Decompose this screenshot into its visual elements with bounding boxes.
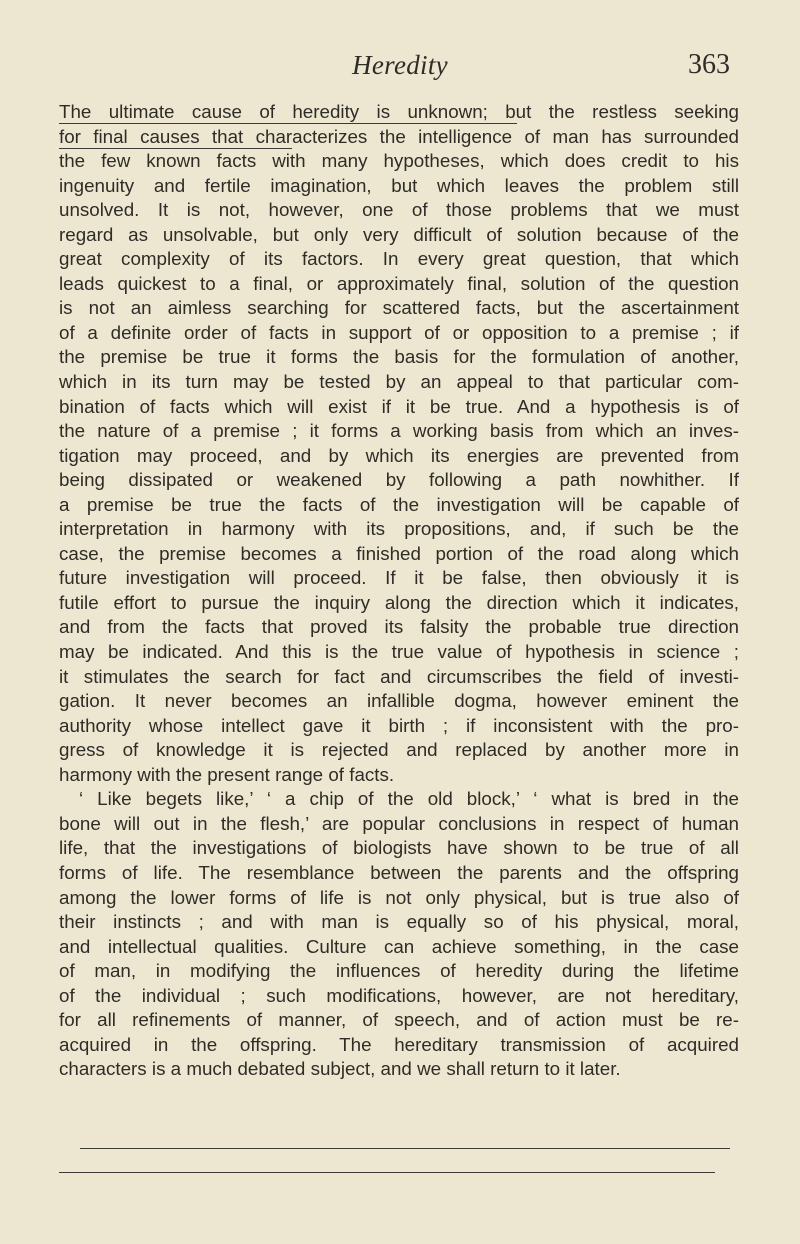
text-line: and from the facts that proved its falsity the probable true direction	[59, 616, 739, 638]
text-line: the few known facts with many hypotheses, which does credit to his	[59, 150, 739, 172]
text-line: characters is a much debated subject, and we shall return to it later.	[59, 1058, 621, 1080]
text-line: bone will out in the flesh,’ are popular conclusions in respect of human	[59, 812, 739, 834]
text-line: interpretation in harmony with its propositions, and, if such be the	[59, 518, 739, 540]
text-line: gress of knowledge it is rejected and replaced by another more in	[59, 739, 739, 761]
text-line: bination of facts which will exist if it be true. And a hypothesis is of	[59, 395, 739, 417]
text-line: being dissipated or weakened by following a path nowhither. If	[59, 469, 739, 491]
text-line: great complexity of its factors. In every great question, that which	[59, 248, 739, 270]
underline-mark	[59, 123, 517, 124]
text-line: and intellectual qualities. Culture can achieve something, in the case	[59, 935, 739, 957]
text-line: forms of life. The resemblance between the parents and the offspring	[59, 861, 739, 883]
running-title: Heredity	[352, 50, 448, 80]
text-line: acquired in the offspring. The hereditary transmission of acquired	[59, 1033, 739, 1055]
text-line: for final causes that characterizes the intelligence of man has surrounded	[59, 125, 739, 147]
text-line: unsolved. It is not, however, one of those problems that we must	[59, 199, 739, 221]
text-line: the nature of a premise ; it forms a working basis from which an inves-	[59, 420, 739, 442]
body-text	[59, 100, 739, 1082]
text-line: authority whose intellect gave it birth ; if inconsistent with the pro-	[59, 714, 739, 736]
text-line: their instincts ; and with man is equally so of his physical, moral,	[59, 911, 739, 933]
text-line: ingenuity and fertile imagination, but which leaves the problem still	[59, 174, 739, 196]
text-line: a premise be true the facts of the investigation will be capable of	[59, 493, 739, 515]
text-line: case, the premise becomes a finished portion of the road along which	[59, 542, 739, 564]
text-line: of man, in modifying the influences of heredity during the lifetime	[59, 960, 739, 982]
text-line: The ultimate cause of heredity is unknown; but the restless seeking	[59, 101, 739, 122]
text-line: gation. It never becomes an infallible dogma, however eminent the	[59, 690, 739, 712]
underline-mark	[59, 148, 292, 149]
text-line: of a definite order of facts in support of or opposition to a premise ; if	[59, 321, 739, 343]
text-line: of the individual ; such modifications, however, are not hereditary,	[59, 984, 739, 1006]
text-line: ‘ Like begets like,’ ‘ a chip of the old block,’ ‘ what is bred in the	[79, 788, 739, 810]
text-line: may be indicated. And this is the true value of hypothesis in science ;	[59, 641, 739, 663]
underline-mark	[80, 1148, 730, 1149]
text-line: it stimulates the search for fact and circumscribes the field of investi-	[59, 665, 739, 687]
text-line: among the lower forms of life is not only physical, but is true also of	[59, 886, 739, 908]
text-line: is not an aimless searching for scattered facts, but the ascertainment	[59, 297, 739, 319]
text-line: leads quickest to a final, or approximately final, solution of the question	[59, 272, 739, 294]
text-line: harmony with the present range of facts.	[59, 763, 395, 785]
text-line: for all refinements of manner, of speech, and of action must be re-	[59, 1009, 739, 1031]
page-number: 363	[688, 49, 730, 80]
text-line: regard as unsolvable, but only very difficult of solution because of the	[59, 223, 739, 245]
text-line: the premise be true it forms the basis for the formulation of another,	[59, 346, 739, 368]
text-line: future investigation will proceed. If it be false, then obviously it is	[59, 567, 739, 589]
text-line: futile effort to pursue the inquiry along the direction which it indicates,	[59, 591, 739, 613]
text-line: life, that the investigations of biologists have shown to be true of all	[59, 837, 739, 859]
underline-mark	[59, 1172, 715, 1173]
text-line: tigation may proceed, and by which its energies are prevented from	[59, 444, 739, 466]
text-line: which in its turn may be tested by an appeal to that particular com-	[59, 371, 739, 393]
